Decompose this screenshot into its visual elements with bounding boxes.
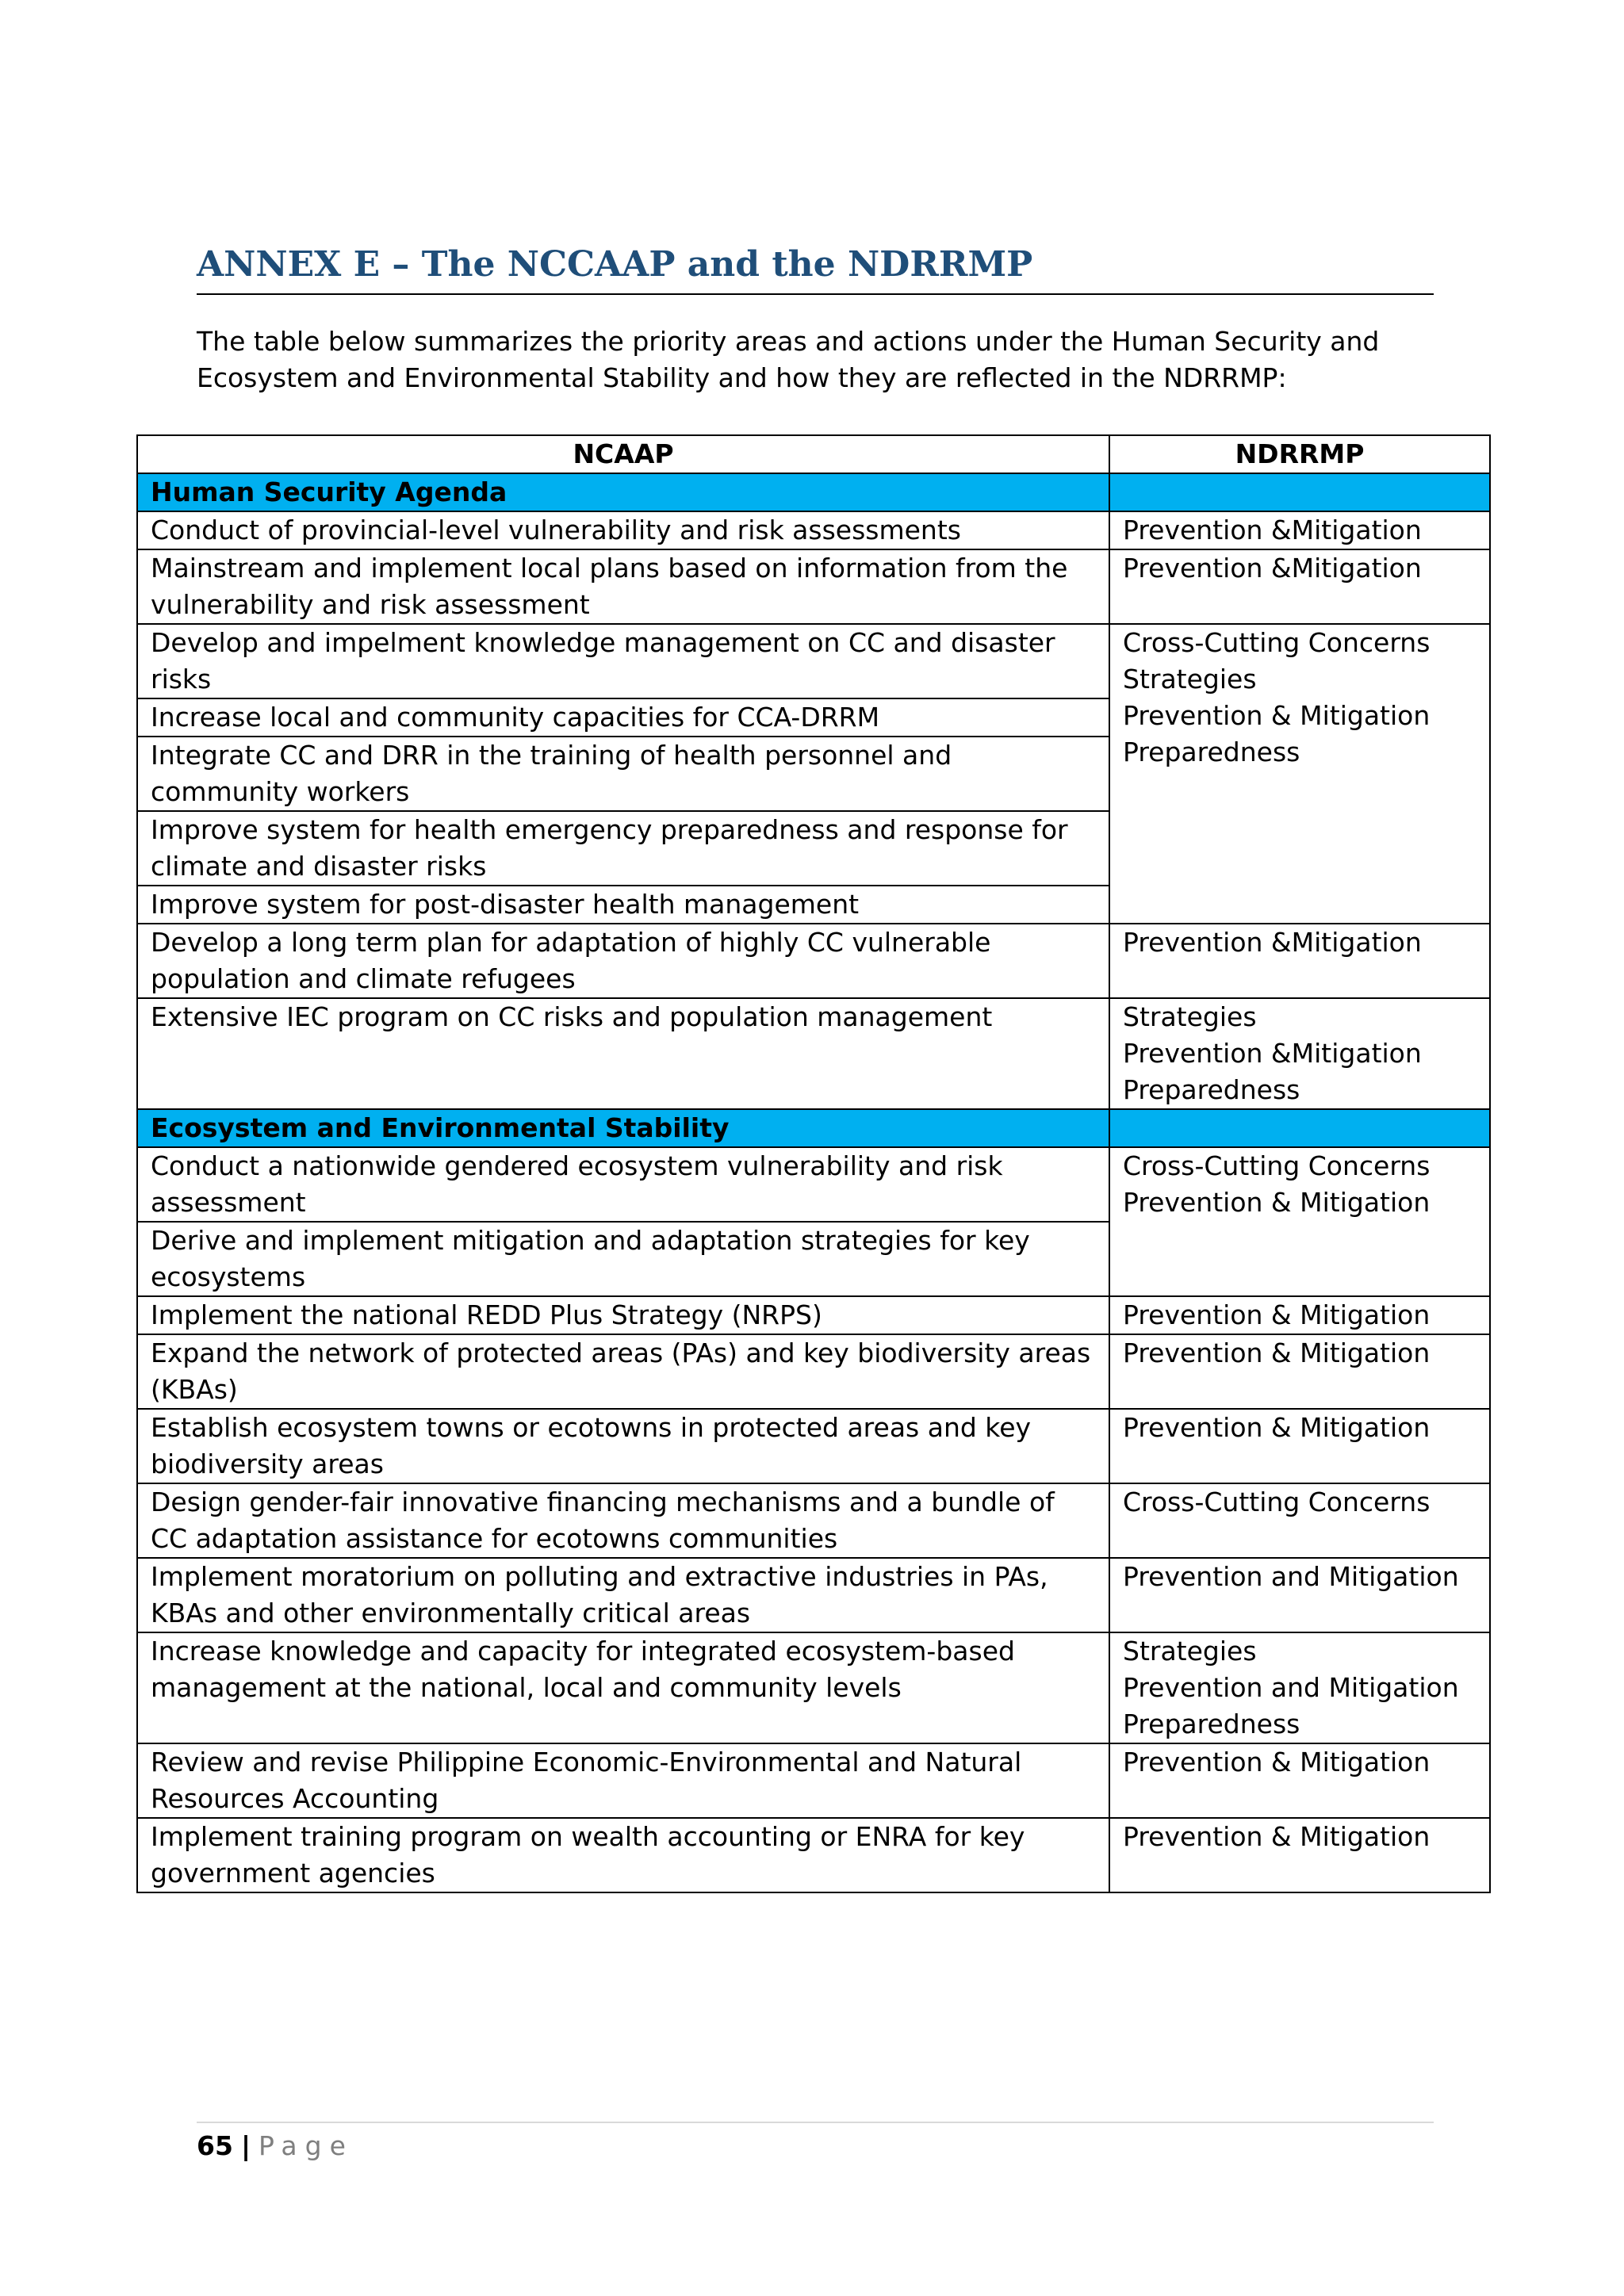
ndrrmp-cell: Prevention &Mitigation (1109, 511, 1490, 549)
table-row (137, 924, 1490, 998)
action-cell: Improve system for post-disaster health management (137, 886, 1109, 924)
table-row (137, 1743, 1490, 1818)
ndrrmp-cell: Strategies Prevention and Mitigation Preparedness (1109, 1632, 1490, 1743)
action-cell: Derive and implement mitigation and adaptation strategies for key ecosystems (137, 1222, 1109, 1296)
page-number: 65 (197, 2130, 233, 2161)
action-cell: Implement the national REDD Plus Strategy (NRPS) (137, 1296, 1109, 1334)
table-row (137, 1296, 1490, 1334)
ndrrmp-merged-cell: Cross-Cutting Concerns Prevention & Mitigation (1109, 1147, 1490, 1296)
action-cell: Review and revise Philippine Economic-Environmental and Natural Resources Accounting (137, 1743, 1109, 1818)
section-row-ecosystem (137, 1109, 1490, 1147)
action-cell: Extensive IEC program on CC risks and population management (137, 998, 1109, 1109)
section-row-human-security (137, 473, 1490, 511)
action-cell: Improve system for health emergency preparedness and response for climate and disaster risks (137, 811, 1109, 886)
ndrrmp-cell: Prevention & Mitigation (1109, 1334, 1490, 1409)
table-row (137, 1818, 1490, 1892)
ndrrmp-cell: Prevention &Mitigation (1109, 549, 1490, 624)
table-row (137, 1632, 1490, 1743)
action-cell: Implement training program on wealth accounting or ENRA for key government agencies (137, 1818, 1109, 1892)
action-cell: Integrate CC and DRR in the training of health personnel and community workers (137, 737, 1109, 811)
action-cell: Increase local and community capacities for CCA-DRRM (137, 698, 1109, 737)
action-cell: Establish ecosystem towns or ecotowns in protected areas and key biodiversity areas (137, 1409, 1109, 1483)
action-cell: Conduct a nationwide gendered ecosystem vulnerability and risk assessment (137, 1147, 1109, 1222)
action-cell: Implement moratorium on polluting and extractive industries in PAs, KBAs and other environmentally critical areas (137, 1558, 1109, 1632)
table-row (137, 549, 1490, 624)
table-row (137, 624, 1490, 698)
ndrrmp-cell: Prevention & Mitigation (1109, 1818, 1490, 1892)
table-row (137, 1334, 1490, 1409)
footer-separator: | (240, 2130, 251, 2161)
ndrrmp-merged-cell: Cross-Cutting Concerns Strategies Prevention & Mitigation Preparedness (1109, 624, 1490, 924)
table-row (137, 998, 1490, 1109)
section-empty-cell (1109, 473, 1490, 511)
page-label: Page (259, 2130, 354, 2161)
footer-divider (197, 2122, 1434, 2123)
ndrrmp-cell: Strategies Prevention &Mitigation Preparedness (1109, 998, 1490, 1109)
section-title: Ecosystem and Environmental Stability (137, 1109, 1109, 1147)
page-footer (197, 2128, 354, 2164)
ndrrmp-cell: Prevention & Mitigation (1109, 1409, 1490, 1483)
action-cell: Expand the network of protected areas (PAs) and key biodiversity areas (KBAs) (137, 1334, 1109, 1409)
intro-paragraph: The table below summarizes the priority areas and actions under the Human Security and Ecosystem and Environmental Stability and how they are reflected in the NDRRMP: (197, 326, 1380, 393)
table-row (137, 1147, 1490, 1222)
section-empty-cell (1109, 1109, 1490, 1147)
ncaap-ndrrmp-table (136, 434, 1491, 1893)
table-row (137, 1483, 1490, 1558)
action-cell: Mainstream and implement local plans based on information from the vulnerability and risk assessment (137, 549, 1109, 624)
action-cell: Design gender-fair innovative financing mechanisms and a bundle of CC adaptation assistance for ecotowns communities (137, 1483, 1109, 1558)
column-header-ncaap: NCAAP (137, 435, 1109, 473)
section-title: Human Security Agenda (137, 473, 1109, 511)
ndrrmp-cell: Prevention & Mitigation (1109, 1743, 1490, 1818)
ndrrmp-cell: Cross-Cutting Concerns (1109, 1483, 1490, 1558)
action-cell: Develop a long term plan for adaptation of highly CC vulnerable population and climate refugees (137, 924, 1109, 998)
column-header-ndrrmp: NDRRMP (1109, 435, 1490, 473)
ndrrmp-cell: Prevention &Mitigation (1109, 924, 1490, 998)
table-header-row (137, 435, 1490, 473)
action-cell: Develop and impelment knowledge management on CC and disaster risks (137, 624, 1109, 698)
ndrrmp-cell: Prevention and Mitigation (1109, 1558, 1490, 1632)
action-cell: Conduct of provincial-level vulnerability and risk assessments (137, 511, 1109, 549)
page-title: ANNEX E – The NCCAAP and the NDRRMP (197, 236, 1434, 295)
ndrrmp-cell: Prevention & Mitigation (1109, 1296, 1490, 1334)
table-row (137, 1409, 1490, 1483)
table-row (137, 511, 1490, 549)
table-row (137, 1558, 1490, 1632)
action-cell: Increase knowledge and capacity for integrated ecosystem-based management at the national, local and community levels (137, 1632, 1109, 1743)
